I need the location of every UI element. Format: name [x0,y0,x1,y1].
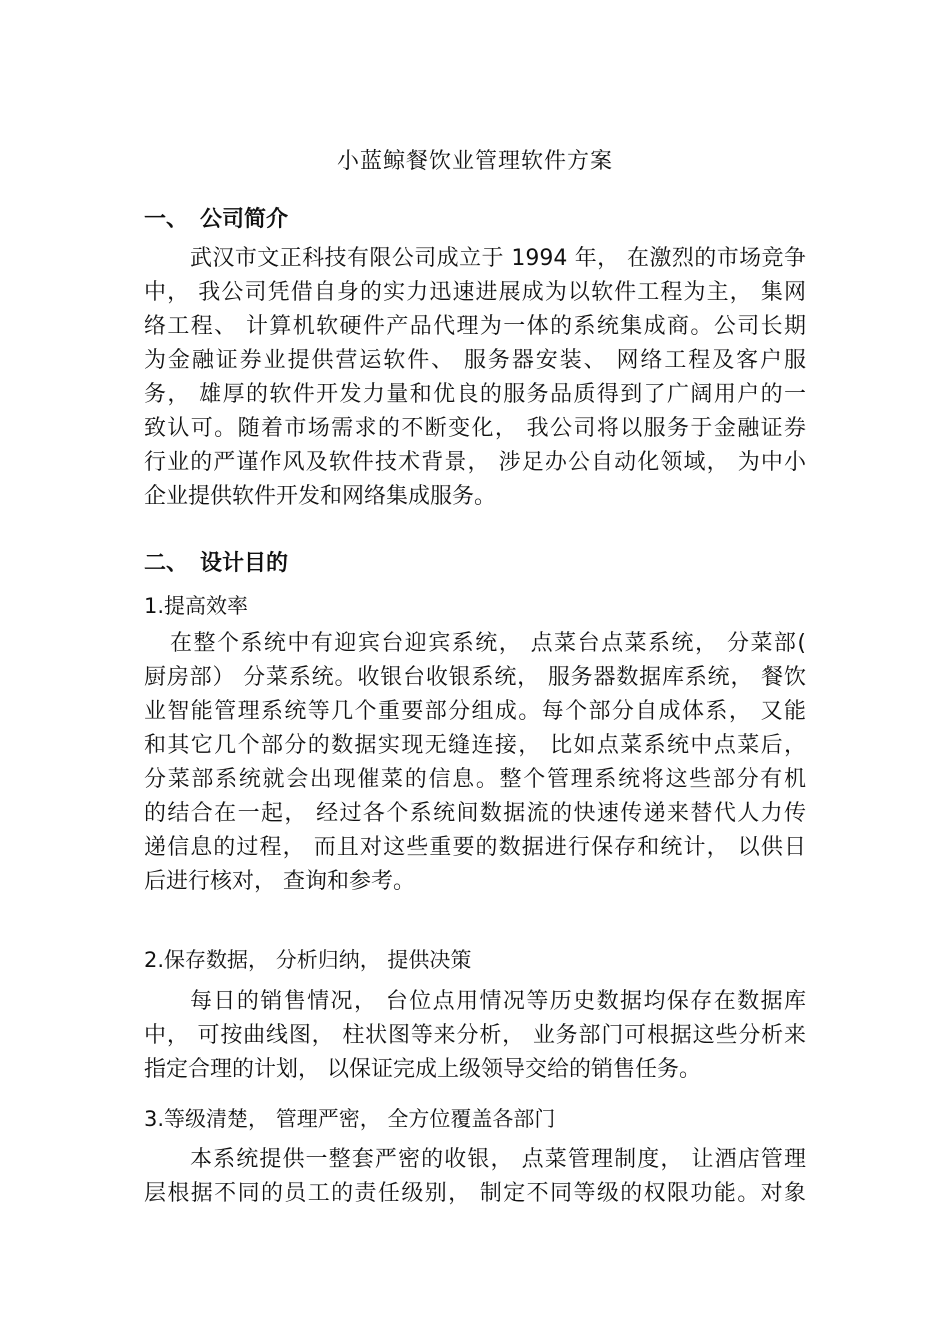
text-line: 武汉市文正科技有限公司成立于 1994 年， 在激烈的市场竞争 [190,246,806,271]
paragraph-data-analysis [144,985,806,1087]
text-line: 行业的严谨作风及软件技术背景， 涉足办公自动化领域， 为中小 [144,450,806,475]
text-line: 为金融证券业提供营运软件、 服务器安装、 网络工程及客户服 [144,348,806,373]
text-line: 络工程、 计算机软硬件产品代理为一体的系统集成商。公司长期 [144,314,806,339]
text-line: 递信息的过程， 而且对这些重要的数据进行保存和统计， 以供日 [144,835,806,860]
paragraph-efficiency [144,627,806,899]
text-line: 业智能管理系统等几个重要部分组成。每个部分自成体系， 又能 [144,699,806,724]
subsection-heading-data-analysis: 2.保存数据， 分析归纳， 提供决策 [144,948,472,972]
section-number: 一、 [144,207,189,232]
text-line: 指定合理的计划， 以保证完成上级领导交给的销售任务。 [144,1057,701,1082]
text-line: 分菜部系统就会出现催菜的信息。整个管理系统将这些部分有机 [144,767,806,792]
section-heading-company-intro [144,204,288,236]
section-heading-text: 公司简介 [200,207,289,232]
section-heading-design-goals [144,548,288,580]
paragraph-access-levels [144,1143,806,1211]
subsection-heading-efficiency: 1.提高效率 [144,594,249,618]
subsection-heading-access-levels: 3.等级清楚， 管理严密， 全方位覆盖各部门 [144,1107,556,1131]
text-line: 在整个系统中有迎宾台迎宾系统， 点菜台点菜系统， 分菜部( [170,631,806,656]
document-title: 小蓝鲸餐饮业管理软件方案 [336,149,613,174]
text-line: 厨房部） 分菜系统。收银台收银系统， 服务器数据库系统， 餐饮 [144,665,806,690]
text-line: 本系统提供一整套严密的收银， 点菜管理制度， 让酒店管理 [190,1147,806,1172]
text-line: 致认可。随着市场需求的不断变化， 我公司将以服务于金融证券 [144,416,806,441]
text-line: 务， 雄厚的软件开发力量和优良的服务品质得到了广阔用户的一 [144,382,806,407]
section-number: 二、 [144,551,189,576]
text-line: 每日的销售情况， 台位点用情况等历史数据均保存在数据库 [190,989,806,1014]
text-line: 中， 我公司凭借自身的实力迅速进展成为以软件工程为主， 集网 [144,280,806,305]
text-line: 后进行核对， 查询和参考。 [144,869,415,894]
text-line: 中， 可按曲线图， 柱状图等来分析， 业务部门可根据这些分析来 [144,1023,806,1048]
text-line: 层根据不同的员工的责任级别， 制定不同等级的权限功能。对象 [144,1181,806,1206]
section-heading-text: 设计目的 [200,551,289,576]
text-line: 的结合在一起， 经过各个系统间数据流的快速传递来替代人力传 [144,801,806,826]
paragraph-company-intro [144,242,806,514]
text-line: 企业提供软件开发和网络集成服务。 [144,484,497,509]
text-line: 和其它几个部分的数据实现无缝连接， 比如点菜系统中点菜后， [144,733,806,758]
